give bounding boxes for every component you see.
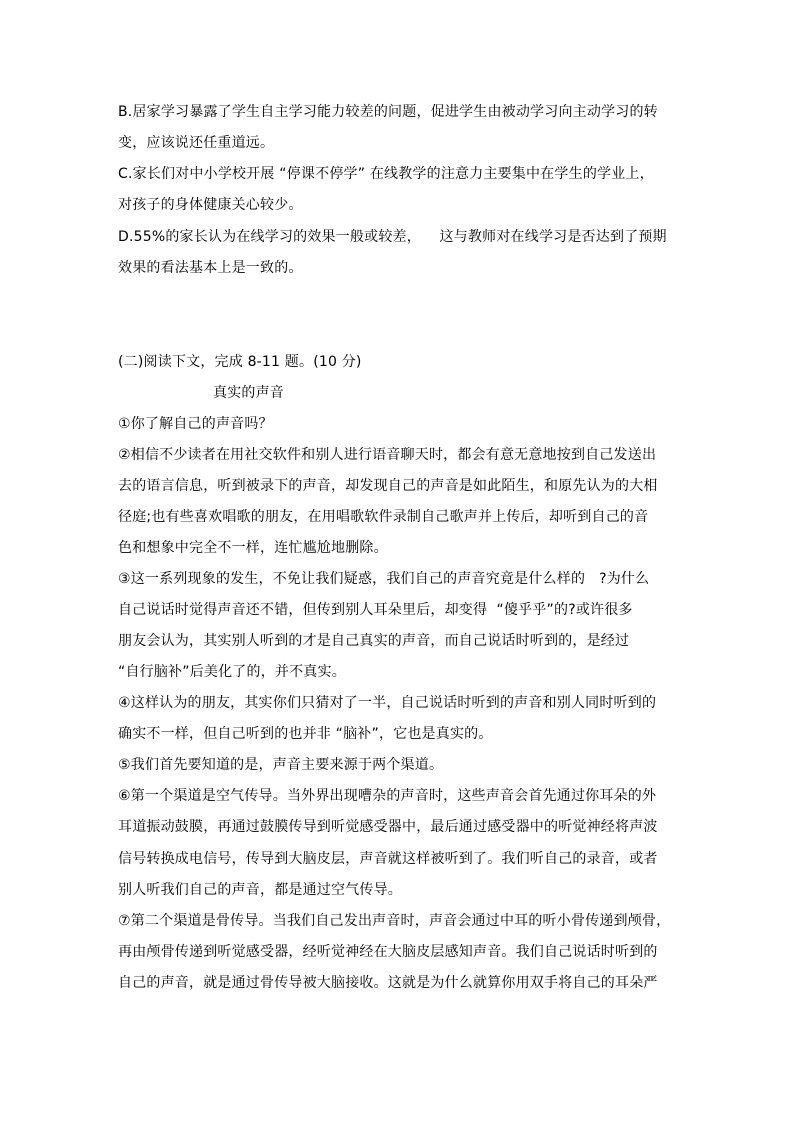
option-c-line-2: 对孩子的身体健康关心较少。 xyxy=(118,197,303,213)
option-d-line-1: D.55%的家长认为在线学习的效果一般或较差， 这与教师对在线学习是否达到了预期 xyxy=(118,229,667,245)
option-b-line-1: B.居家学习暴露了学生自主学习能力较差的问题，促进学生由被动学习向主动学习的转 xyxy=(118,104,658,120)
body-line: 别人听我们自己的声音，都是通过空气传导。 xyxy=(118,882,402,898)
option-c-line-1: C.家长们对中小学校开展 “停课不停学” 在线教学的注意力主要集中在学生的学业上， xyxy=(118,166,654,182)
body-line: 再由颅骨传递到听觉感受器，经听觉神经在大脑皮层感知声音。我们自己说话时听到的 xyxy=(118,944,658,960)
body-line: 朋友会认为，其实别人听到的才是自己真实的声音，而自己说话时听到的，是经过 xyxy=(118,633,630,649)
article-title: 真实的声音 xyxy=(213,385,284,401)
body-line: 耳道振动鼓膜，再通过鼓膜传导到听觉感受器中，最后通过感受器中的听觉神经将声波 xyxy=(118,819,658,835)
body-line: ①你了解自己的声音吗？ xyxy=(118,416,273,432)
body-line: 径庭;也有些喜欢唱歌的朋友，在用唱歌软件录制自己歌声并上传后，却听到自己的音 xyxy=(118,509,649,525)
body-line: 去的语言信息，听到被录下的声音，却发现自己的声音是如此陌生，和原先认为的大相 xyxy=(118,478,658,494)
body-line: 自己的声音，就是通过骨传导被大脑接收。这就是为什么就算你用双手将自己的耳朵严 xyxy=(118,975,658,991)
body-line: ④这样认为的朋友，其实你们只猜对了一半，自己说话时听到的声音和别人同时听到的 xyxy=(118,695,657,711)
body-line: ②相信不少读者在用社交软件和别人进行语音聊天时，都会有意无意地按到自己发送出 xyxy=(118,447,657,463)
body-line: ③这一系列现象的发生，不免让我们疑惑，我们自己的声音究竟是什么样的 ?为什么 xyxy=(118,571,650,587)
body-line: “自行脑补”后美化了的，并不真实。 xyxy=(118,664,346,680)
body-line: 确实不一样，但自己听到的也并非 “脑补”，它也是真实的。 xyxy=(118,726,493,742)
section-heading: (二)阅读下文，完成 8-11 题。(10 分) xyxy=(118,354,362,370)
body-line: ⑤我们首先要知道的是，声音主要来源于两个渠道。 xyxy=(118,757,444,773)
body-line: 色和想象中完全不一样，连忙尴尬地删除。 xyxy=(118,540,388,556)
body-line: 信号转换成电信号，传导到大脑皮层，声音就这样被听到了。我们听自己的录音，或者 xyxy=(118,851,658,867)
body-line: ⑥第一个渠道是空气传导。当外界出现嘈杂的声音时，这些声音会首先通过你耳朵的外 xyxy=(118,788,657,804)
option-b-line-2: 变，应该说还任重道远。 xyxy=(118,135,275,151)
body-line: ⑦第二个渠道是骨传导。当我们自己发出声音时，声音会通过中耳的听小骨传递到颅骨， xyxy=(118,913,671,929)
body-line: 自己说话时觉得声音还不错，但传到别人耳朵里后，却变得 “傻乎乎”的?或许很多 xyxy=(118,602,633,618)
option-d-line-2: 效果的看法基本上是一致的。 xyxy=(118,260,303,276)
